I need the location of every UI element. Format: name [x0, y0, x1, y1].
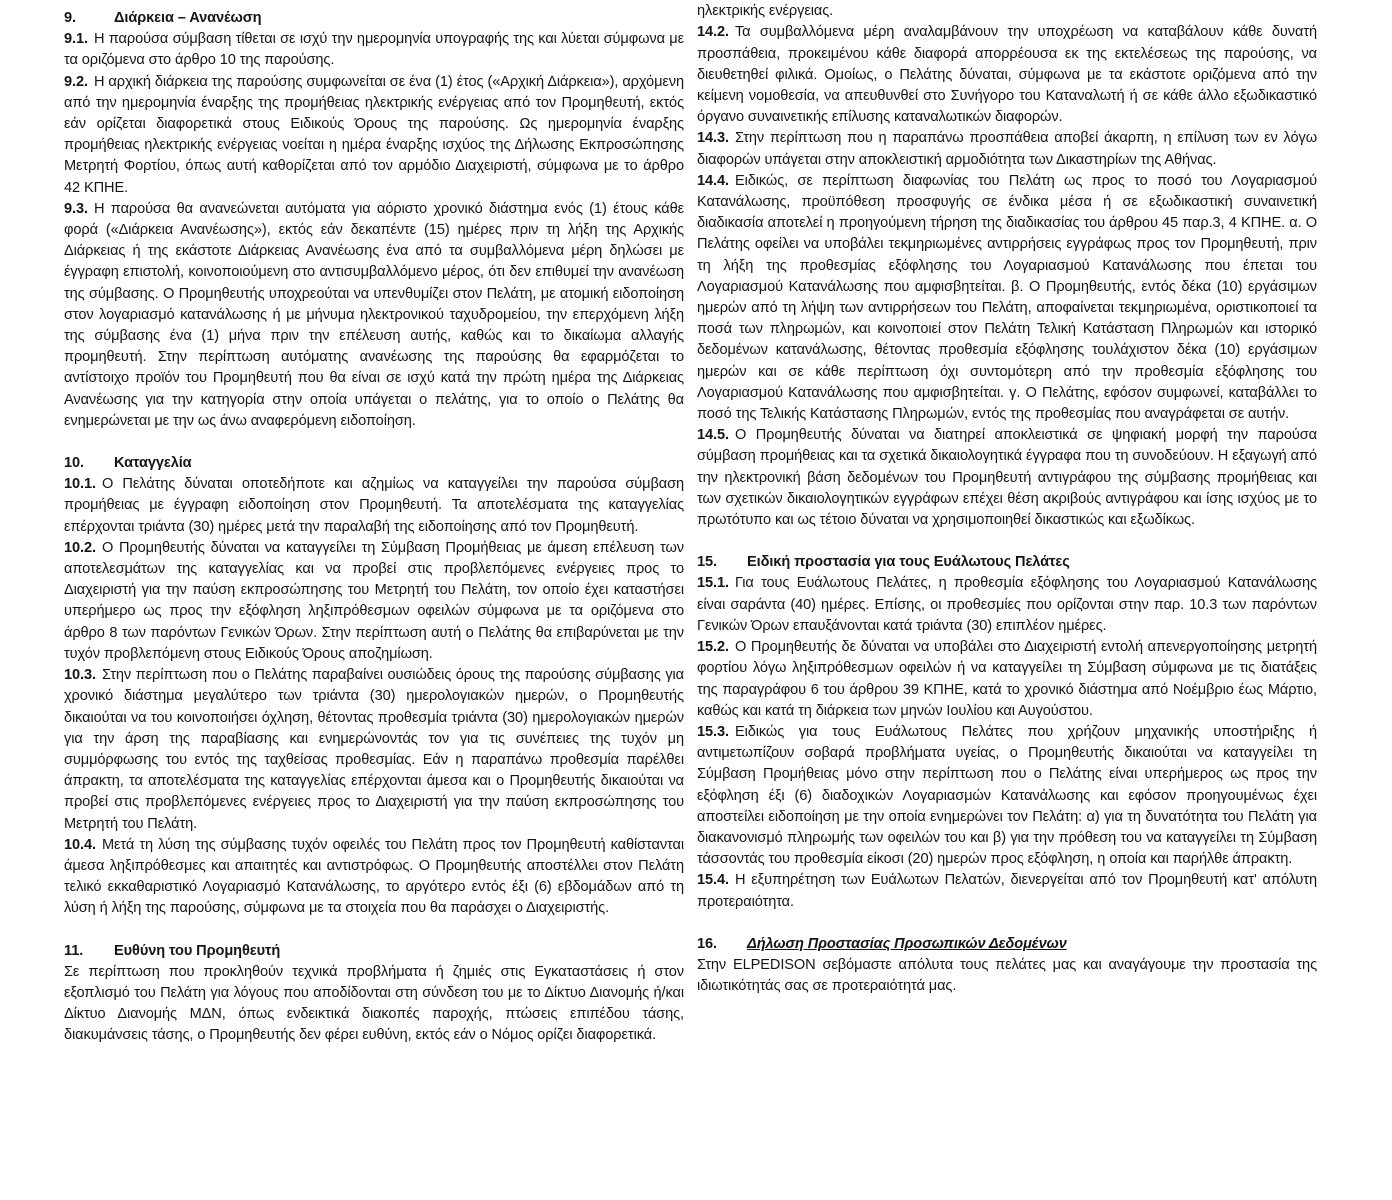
- paragraph-text: Ο Προμηθευτής δε δύναται να υποβάλει στο Διαχειριστή εντολή απενεργοποίησης μετρητή φορτίου λόγω ληξιπρόθεσμων οφειλών ή να καταγγείλει τη Σύμβαση σύμφωνα με τις διατάξεις της παραγράφου 6 του άρθρου 39 ΚΠΗΕ, κατά το χρονικό διάστημα από Νοέμβριο έως Μάρτιο, καθώς και κατά τη διάρκεια των μηνών Ιουλίου και Αυγούστου.: [697, 639, 1317, 719]
- paragraph-number: 15.1.: [697, 575, 729, 592]
- section-heading: [64, 453, 684, 474]
- paragraph-number: 15.2.: [697, 639, 729, 656]
- paragraph-number: 15.3.: [697, 723, 729, 740]
- paragraph-number: 10.3.: [64, 667, 96, 684]
- section-heading: [697, 934, 1317, 955]
- section-15: [697, 552, 1317, 912]
- paragraph-text: Η αρχική διάρκεια της παρούσης συμφωνείται σε ένα (1) έτος («Αρχική Διάρκεια»), αρχόμενη από την ημερομηνία έναρξης της προμήθειας ηλεκτρικής ενέργειας από τον Προμηθευτή, εκτός εάν ορίζεται διαφορετικά στους Ειδικούς Όρους της παρούσης. Ως ημερομηνία έναρξης προμήθειας ηλεκτρικής ενέργειας νοείται η ημέρα έναρξης ισχύος της Δήλωσης Εκπροσώπησης Μετρητή Φορτίου, όπως αυτή καθορίζεται από τον αρμόδιο Διαχειριστή, σύμφωνα με το άρθρο 42 ΚΠΗΕ.: [64, 73, 684, 196]
- section-title: Διάρκεια – Ανανέωση: [114, 10, 262, 26]
- section-number: 15.: [697, 554, 717, 571]
- right-column: [697, 0, 1317, 997]
- paragraph: [64, 835, 684, 920]
- paragraph-text: Ειδικώς, σε περίπτωση διαφωνίας του Πελάτη ως προς το ποσό του Λογαριασμού Κατανάλωσης, προϋπόθεση προσφυγής σε ένδικα μέσα ή σε εξωδικαστική συναινετική διαδικασία αποτελεί η προηγούμενη τήρηση της διαδικασίας του άρθρου 45 παρ.3, 4 ΚΠΗΕ. α. Ο Πελάτης οφείλει να υποβάλει τεκμηριωμένες αντιρρήσεις εγγράφως προς τον Προμηθευτή, πριν τη λήξη της προθεσμίας εξόφλησης του Λογαριασμού Κατανάλωσης που έπεται του Λογαριασμού Κατανάλωσης που αμφισβητείται. β. Ο Προμηθευτής, εντός δέκα (10) εργάσιμων ημερών από τη λήψη των αντιρρήσεων του Πελάτη, αποφαίνεται τεκμηριωμένα, οριστικοποιεί τα ποσά των πληρωμών, και κοινοποιεί στον Πελάτη Τελική Κατάσταση Πληρωμών και ιστορικό δεδομένων κατανάλωσης, θέτοντας προθεσμία εξόφλησης τουλάχιστον δέκα (10) εργάσιμων ημερών και σε κάθε περίπτωση όχι συντομότερη από την προθεσμία εξόφλησης του Λογαριασμού Κατανάλωσης που αμφισβητείται. γ. Ο Πελάτης, εφόσον συμφωνεί, καταβάλλει το ποσό της Τελικής Κατάστασης Πληρωμών, εντός της προθεσμίας που αναγράφεται σε αυτήν.: [697, 172, 1317, 423]
- paragraph-text: Για τους Ευάλωτους Πελάτες, η προθεσμία εξόφλησης του Λογαριασμού Κατανάλωσης είναι σαράντα (40) ημέρες. Επίσης, οι προθεσμίες που ορίζονται στην παρ. 10.3 των παρόντων Γενικών Όρων επαυξάνονται κατά τριάντα (30) επιπλέον ημέρες.: [697, 575, 1317, 634]
- paragraph-number: 14.5.: [697, 427, 729, 444]
- paragraph-number: 14.2.: [697, 24, 729, 41]
- paragraph: [697, 573, 1317, 637]
- section-heading: [64, 941, 684, 962]
- section-number: 16.: [697, 935, 717, 952]
- section-heading: [697, 552, 1317, 573]
- paragraph: [697, 171, 1317, 425]
- section-9: [64, 8, 684, 432]
- paragraph-number: 10.1.: [64, 476, 96, 493]
- paragraph-text: Στην περίπτωση που η παραπάνω προσπάθεια αποβεί άκαρπη, η επίλυση των εν λόγω διαφορών υπάγεται στην αποκλειστική αρμοδιότητα των Δικαστηρίων της Αθήνας.: [697, 130, 1317, 168]
- section-title: Ειδική προστασία για τους Ευάλωτους Πελάτες: [747, 554, 1070, 571]
- paragraph: [697, 22, 1317, 128]
- paragraph-text: Στην ELPEDISON σεβόμαστε απόλυτα τους πελάτες μας και αναγάγουμε την προστασία της ιδιωτικότητάς σας σε προτεραιότητά μας.: [697, 956, 1317, 995]
- paragraph: [697, 955, 1317, 997]
- section-16: [697, 934, 1317, 998]
- paragraph-number: 14.4.: [697, 172, 729, 189]
- section-number: 9.: [64, 10, 76, 26]
- section-title: Ευθύνη του Προμηθευτή: [114, 942, 281, 959]
- section-10: [64, 453, 684, 919]
- paragraph-number: 10.4.: [64, 836, 96, 853]
- paragraph: [64, 538, 684, 665]
- paragraph: [64, 962, 684, 1047]
- paragraph-text: Η παρούσα σύμβαση τίθεται σε ισχύ την ημερομηνία υπογραφής της και λύεται σύμφωνα με τα οριζόμενα στο άρθρο 10 της παρούσης.: [64, 31, 684, 69]
- section-title: Καταγγελία: [114, 455, 192, 472]
- paragraph-number: 9.1.: [64, 31, 88, 48]
- paragraph: [697, 425, 1317, 531]
- paragraph-number: 14.3.: [697, 130, 729, 147]
- paragraph-text: Η παρούσα θα ανανεώνεται αυτόματα για αόριστο χρονικό διάστημα ενός (1) έτους κάθε φορά («Διάρκεια Ανανέωσης»), εκτός εάν δεκαπέντε (15) ημέρες πριν τη λήξη της Αρχικής Διάρκειας ή της εκάστοτε Διάρκειας Ανανέωσης ένα από τα συμβαλλόμενα μέρη δηλώσει με έγγραφη επιστολή, κοινοποιούμενη στο αντισυμβαλλόμενο μέρος, ότι δεν επιθυμεί την ανανέωση της σύμβασης. Ο Προμηθευτής υποχρεούται να υπενθυμίζει στον Πελάτη, με ατομική ειδοποίηση στον λογαριασμό κατανάλωσης ή με μήνυμα ηλεκτρονικού ταχυδρομείου, την επερχόμενη λήξη της σύμβασης ένα (1) μήνα πριν την επέλευση αυτής, καθώς και το δικαίωμα αλλαγής προμηθευτή. Στην περίπτωση αυτόματης ανανέωσης της παρούσης θα εφαρμόζεται το αντίστοιχο προϊόν του Προμηθευτή που θα είναι σε ισχύ κατά την πρώτη ημέρα της Διάρκειας Ανανέωσης για την κατηγορία στην οποία υπάγεται ο πελάτης, για το οποίο ο Πελάτης θα ενημερώνεται με την ως άνω αναφερόμενη ειδοποίηση.: [64, 200, 684, 429]
- paragraph: [697, 0, 1317, 22]
- paragraph-text: Ο Προμηθευτής δύναται να καταγγείλει τη Σύμβαση Προμήθειας με άμεση επέλευση των αποτελεσμάτων της καταγγελίας και να προβεί στις προβλεπόμενες ενέργειες προς το Διαχειριστή για την παύση εκπροσώπησης του Μετρητή του Πελάτη, τον οποίο έχει καταστήσει υπερήμερο ως προς την εξόφληση ληξιπρόθεσμων οφειλών σύμφωνα με τα οριζόμενα στο άρθρο 8 των παρόντων Γενικών Όρων. Στην περίπτωση αυτή ο Πελάτης θα επιβαρύνεται με την τυχόν προβλεπόμενη στους Ειδικούς Όρους αποζημίωση.: [64, 539, 684, 662]
- paragraph-text: Ο Προμηθευτής δύναται να διατηρεί αποκλειστικά σε ψηφιακή μορφή την παρούσα σύμβαση προμήθειας και τα σχετικά δικαιολογητικά έγγραφα που τη συνοδεύουν. Η εξαγωγή από την ηλεκτρονική βάση δεδομένων του Προμηθευτή αντιγράφου της σύμβασης προμήθειας και των σχετικών δικαιολογητικών εγγράφων επέχει θέση ακριβούς αντιγράφου και ίσης ισχύος με το πρωτότυπο και ως τέτοιο δύναται να χρησιμοποιηθεί δικαστικώς και εξωδίκως.: [697, 427, 1317, 529]
- paragraph-text: Μετά τη λύση της σύμβασης τυχόν οφειλές του Πελάτη προς τον Προμηθευτή καθίστανται άμεσα ληξιπρόθεσμες και απαιτητές και αντιστρόφως. Ο Προμηθευτής αποστέλλει στον Πελάτη τελικό εκκαθαριστικό Λογαριασμό Κατανάλωσης, το αργότερο εντός έξι (6) εβδομάδων από τη λύση ή λήξη της παρούσης, σύμφωνα με τα στοιχεία που θα παράσχει ο Διαχειριστής.: [64, 836, 684, 917]
- paragraph: [697, 128, 1317, 170]
- paragraph: [697, 637, 1317, 722]
- paragraph-text: Στην περίπτωση που ο Πελάτης παραβαίνει ουσιώδεις όρους της παρούσης σύμβασης για χρονικό διάστημα μεγαλύτερο των τριάντα (30) ημερολογιακών ημερών, ο Προμηθευτής δικαιούται να του κοινοποιήσει όχληση, θέτοντας προθεσμία τριάντα (30) ημερολογιακών ημερών για την άρση της παραβίασης και ενημερώνοντάς τον για τις συνέπειες της τυχόν μη συμμόρφωσης του εντός της ταχθείσας προθεσμίας. Εάν η παραπάνω προθεσμία παρέλθει άπρακτη, τα αποτελέσματα της καταγγελίας επέρχονται άμεσα και ο Προμηθευτής δικαιούται να προβεί στις προβλεπόμενες ενέργειες προς το Διαχειριστή για την παύση εκπροσώπησης του Μετρητή του Πελάτη.: [64, 667, 684, 832]
- left-column: [64, 8, 684, 1047]
- paragraph: [64, 29, 684, 71]
- paragraph: [697, 870, 1317, 912]
- paragraph: [64, 474, 684, 538]
- paragraph: [64, 199, 684, 432]
- paragraph-text: Σε περίπτωση που προκληθούν τεχνικά προβλήματα ή ζημιές στις Εγκαταστάσεις ή στον εξοπλισμό του Πελάτη για λόγους που αποδίδονται στη σύνδεση του με το Δίκτυο Διανομής ή/και Δίκτυο Διανομής ΜΔΝ, όπως ενδεικτικά διακοπές παροχής, πτώσεις επιπέδου τάσης, διακυμάνσεις τάσης, ο Προμηθευτής δεν φέρει ευθύνη, εκτός εάν ο Νόμος ορίζει διαφορετικά.: [64, 963, 684, 1044]
- paragraph-text: Ειδικώς για τους Ευάλωτους Πελάτες που χρήζουν μηχανικής υποστήριξης ή αντιμετωπίζουν σοβαρά προβλήματα υγείας, ο Προμηθευτής δικαιούται να καταγγείλει τη Σύμβαση Προμήθειας μόνο στην περίπτωση που ο Πελάτης είναι υπερήμερος ως προς την εξόφληση έξι (6) διαδοχικών Λογαριασμών Κατανάλωσης και εφόσον προηγουμένως έχει αποστείλει ειδοποίηση με την οποία ενημερώνει τον Πελάτη: α) για τη δυνατότητα του Πελάτη για διακανονισμό πληρωμής των οφειλών του και β) για την πρόθεση του να καταγγείλει τη Σύμβαση τάσσοντάς του προθεσμία είκοσι (20) ημερών προς εξόφληση, η οποία και παρήλθε άπρακτη.: [697, 723, 1317, 868]
- section-heading: [64, 8, 684, 29]
- paragraph: [697, 722, 1317, 870]
- section-14-continued: [697, 0, 1317, 531]
- paragraph-number: 10.2.: [64, 539, 96, 556]
- paragraph-number: 15.4.: [697, 872, 729, 889]
- section-number: 10.: [64, 455, 84, 472]
- paragraph: [64, 72, 684, 199]
- section-11: [64, 941, 684, 1047]
- paragraph-number: 9.2.: [64, 73, 88, 90]
- paragraph: [64, 665, 684, 835]
- paragraph-text: ηλεκτρικής ενέργειας.: [697, 3, 834, 20]
- paragraph-text: Η εξυπηρέτηση των Ευάλωτων Πελατών, διενεργείται από τον Προμηθευτή κατ' απόλυτη προτεραιότητα.: [697, 872, 1317, 910]
- section-title: Δήλωση Προστασίας Προσωπικών Δεδομένων: [747, 935, 1067, 952]
- paragraph-text: Τα συμβαλλόμενα μέρη αναλαμβάνουν την υποχρέωση να καταβάλουν κάθε δυνατή προσπάθεια, προκειμένου κάθε διαφορά απορρέουσα εκ της εκτελέσεως της παρούσης, να διευθετηθεί φιλικά. Ομοίως, ο Πελάτης δύναται, σύμφωνα με τα εκάστοτε οριζόμενα από την κείμενη νομοθεσία, να απευθυνθεί στο Συνήγορο του Καταναλωτή ή σε κάθε άλλο εξωδικαστικό όργανο συναινετικής επίλυσης καταναλωτικών διαφορών.: [697, 24, 1317, 126]
- paragraph-text: Ο Πελάτης δύναται οποτεδήποτε και αζημίως να καταγγείλει την παρούσα σύμβαση προμήθειας με έγγραφη ειδοποίηση στον Προμηθευτή. Τα αποτελέσματα της καταγγελίας επέρχονται τριάντα (30) ημέρες μετά την παραλαβή της ειδοποίησης από τον Προμηθευτή.: [64, 476, 684, 535]
- section-number: 11.: [64, 942, 84, 959]
- paragraph-number: 9.3.: [64, 200, 88, 217]
